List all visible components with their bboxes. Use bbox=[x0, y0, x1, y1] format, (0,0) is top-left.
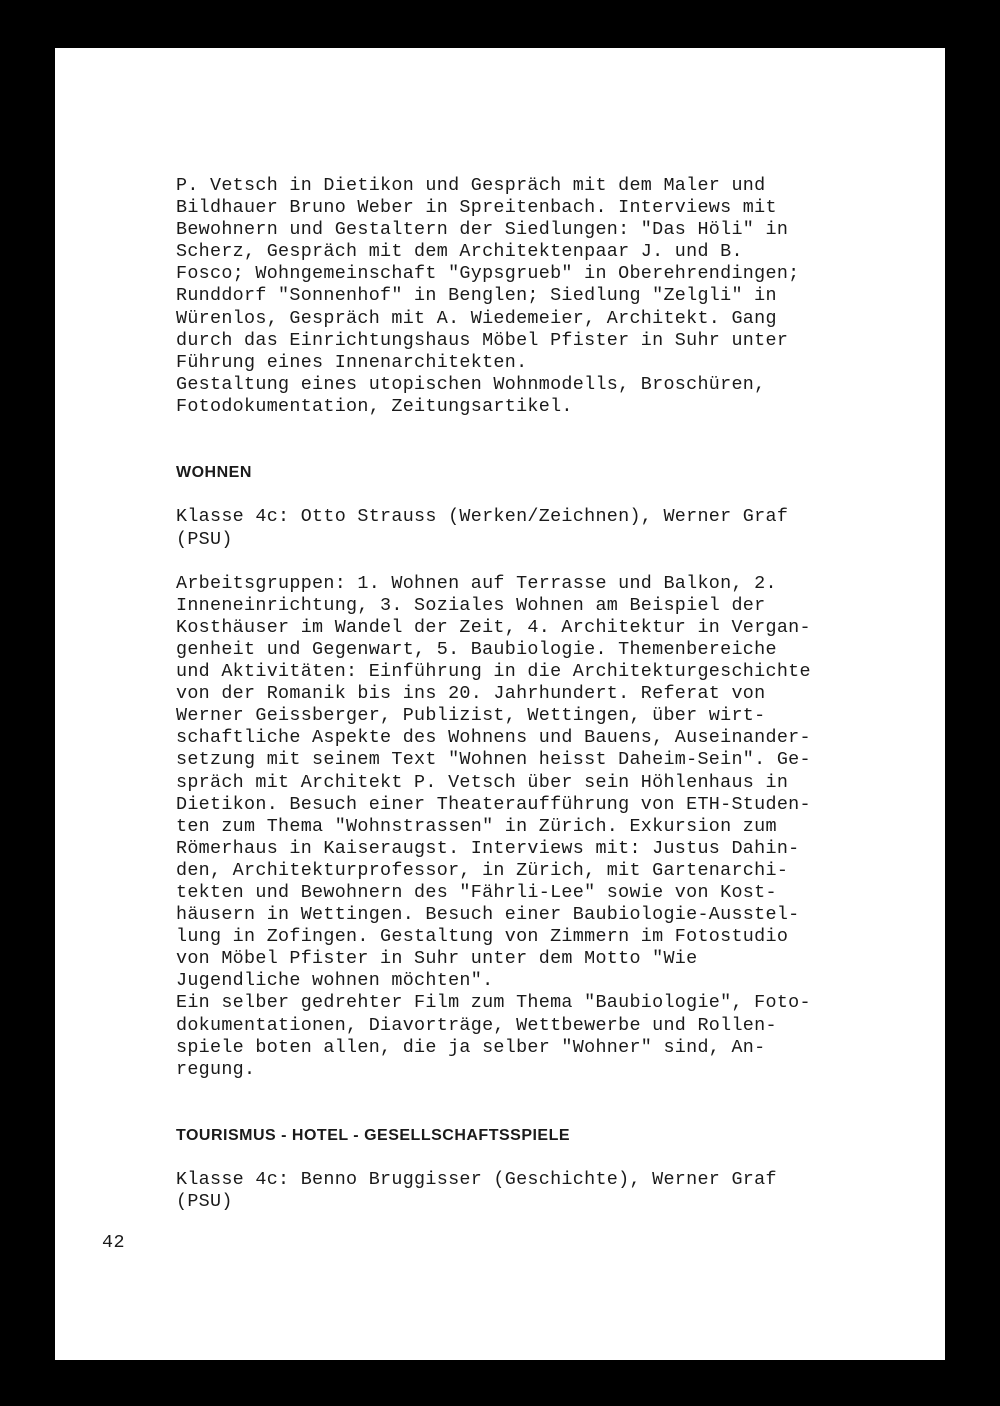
text-line: durch das Einrichtungshaus Möbel Pfister in Suhr unter bbox=[176, 329, 789, 351]
text-line: Klasse 4c: Otto Strauss (Werken/Zeichnen), Werner Graf bbox=[176, 506, 789, 528]
text-line: Ein selber gedrehter Film zum Thema "Baubiologie", Foto- bbox=[176, 992, 811, 1014]
text-line: Römerhaus in Kaiseraugst. Interviews mit: Justus Dahin- bbox=[176, 837, 800, 859]
spacer bbox=[176, 1081, 876, 1125]
text-line: ten zum Thema "Wohnstrassen" in Zürich. Exkursion zum bbox=[176, 815, 777, 837]
text-line: lung in Zofingen. Gestaltung von Zimmern im Fotostudio bbox=[176, 926, 789, 948]
text-line: von der Romanik bis ins 20. Jahrhundert. Referat von bbox=[176, 683, 766, 705]
text-line: Klasse 4c: Benno Bruggisser (Geschichte), Werner Graf bbox=[176, 1169, 777, 1191]
text-line: spiele boten allen, die ja selber "Wohner" sind, An- bbox=[176, 1036, 766, 1058]
wohnen-class-info bbox=[176, 506, 876, 550]
document-page bbox=[55, 48, 945, 1360]
page-number: 42 bbox=[102, 1232, 126, 1253]
text-line: Gestaltung eines utopischen Wohnmodells, Broschüren, bbox=[176, 373, 766, 395]
text-line: setzung mit seinem Text "Wohnen heisst Daheim-Sein". Ge- bbox=[176, 749, 811, 771]
text-line: P. Vetsch in Dietikon und Gespräch mit dem Maler und bbox=[176, 175, 766, 196]
text-line: Dietikon. Besuch einer Theateraufführung von ETH-Studen- bbox=[176, 793, 811, 815]
spacer bbox=[176, 551, 876, 573]
section-heading-wohnen: WOHNEN bbox=[176, 464, 252, 482]
page-content bbox=[176, 175, 876, 1213]
text-line: (PSU) bbox=[176, 1191, 233, 1213]
text-line: schaftliche Aspekte des Wohnens und Bauens, Auseinander- bbox=[176, 727, 811, 749]
text-line: regung. bbox=[176, 1058, 256, 1080]
text-line: Scherz, Gespräch mit dem Architektenpaar J. und B. bbox=[176, 241, 743, 263]
text-line: Runddorf "Sonnenhof" in Benglen; Siedlung "Zelgli" in bbox=[176, 285, 777, 307]
text-line: von Möbel Pfister in Suhr unter dem Motto "Wie bbox=[176, 948, 698, 970]
text-line: Werner Geissberger, Publizist, Wettingen, über wirt- bbox=[176, 705, 766, 727]
text-line: tekten und Bewohnern des "Fährli-Lee" sowie von Kost- bbox=[176, 882, 777, 903]
text-line: genheit und Gegenwart, 5. Baubiologie. Themenbereiche bbox=[176, 638, 777, 660]
tourismus-class-info bbox=[176, 1169, 876, 1213]
text-line: Inneneinrichtung, 3. Soziales Wohnen am Beispiel der bbox=[176, 594, 766, 616]
text-line: spräch mit Architekt P. Vetsch über sein Höhlenhaus in bbox=[176, 771, 789, 793]
text-line: Bewohnern und Gestaltern der Siedlungen: "Das Höli" in bbox=[176, 219, 789, 241]
text-line: Führung eines Innenarchitekten. bbox=[176, 351, 528, 373]
wohnen-body-paragraph bbox=[176, 573, 876, 1081]
text-line: Kosthäuser im Wandel der Zeit, 4. Architektur in Vergan- bbox=[176, 616, 811, 638]
text-line: Fotodokumentation, Zeitungsartikel. bbox=[176, 395, 573, 417]
text-line: dokumentationen, Diavorträge, Wettbewerbe und Rollen- bbox=[176, 1014, 777, 1036]
text-line: Fosco; Wohngemeinschaft "Gypsgrueb" in Oberehrendingen; bbox=[176, 263, 800, 285]
text-line: und Aktivitäten: Einführung in die Architekturgeschichte bbox=[176, 661, 811, 683]
text-line: Jugendliche wohnen möchten". bbox=[176, 970, 494, 992]
text-line: (PSU) bbox=[176, 528, 233, 550]
spacer bbox=[176, 484, 876, 506]
text-line: den, Architekturprofessor, in Zürich, mit Gartenarchi- bbox=[176, 859, 789, 881]
text-line: Würenlos, Gespräch mit A. Wiedemeier, Architekt. Gang bbox=[176, 307, 777, 329]
section-heading-tourismus: TOURISMUS - HOTEL - GESELLSCHAFTSSPIELE bbox=[176, 1127, 571, 1145]
intro-paragraph bbox=[176, 175, 876, 418]
text-line: Arbeitsgruppen: 1. Wohnen auf Terrasse und Balkon, 2. bbox=[176, 572, 777, 594]
spacer bbox=[176, 418, 876, 462]
text-line: Bildhauer Bruno Weber in Spreitenbach. Interviews mit bbox=[176, 197, 777, 219]
spacer bbox=[176, 1147, 876, 1169]
text-line: häusern in Wettingen. Besuch einer Baubiologie-Ausstel- bbox=[176, 904, 800, 926]
